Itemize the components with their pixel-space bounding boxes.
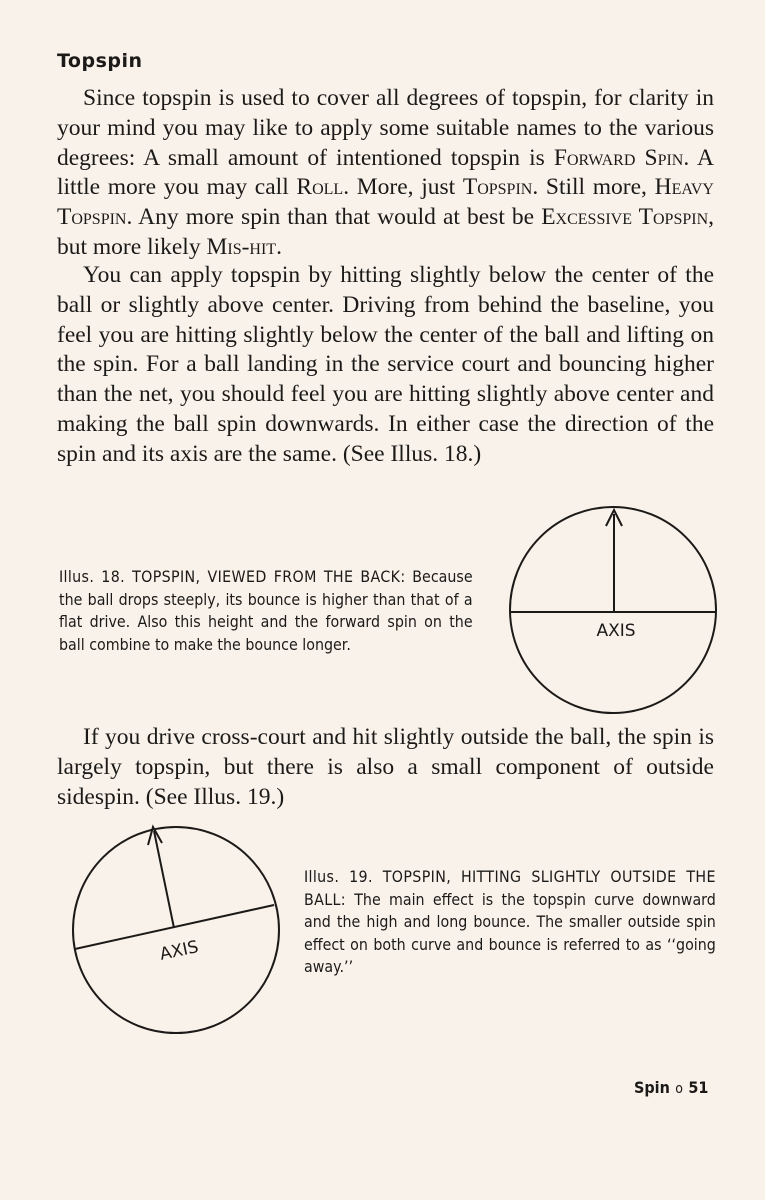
illus-18-diagram [505,502,721,718]
ball-circle [73,827,279,1033]
paragraph-cross-court: If you drive cross-court and hit slightly outside the ball, the spin is largely topspin, but there is also a small component of outside sidespin. (See Illus. 19.) [57,724,714,810]
small-caps-term: Excessive Topspin [541,204,709,231]
illus-18-caption [59,566,473,656]
illus-19-caption [304,866,716,979]
small-caps-term: Mis-hit [206,233,277,260]
illus-18-title: Illus. 18. TOPSPIN, VIEWED FROM THE BACK: [59,567,406,586]
paragraph-applying-topspin: You can apply topspin by hitting slightly below the center of the ball or slightly above center. Driving from behind the baseline, you feel you are hitting slightly below the center of the ball and lifting on the spin. For a ball landing in the service court and bouncing higher than the net, you should feel you are hitting slightly above center and making the ball spin downwards. In either case the direction of the spin and its axis are the same. (See Illus. 18.) [57,262,714,467]
axis-label: AXIS [158,937,201,965]
small-caps-term: Heavy Topspin [57,174,714,231]
running-section-title: Spin [634,1078,670,1097]
small-caps-term: Forward Spin [553,144,684,171]
small-caps-term: Topspin [462,174,533,201]
text-run: . Still more, [532,174,655,201]
text-run: . A little more you may call [57,144,714,201]
axis-label: AXIS [596,621,636,641]
text-run: . Any more spin than that would at best be [126,204,542,231]
page-footer [634,1078,708,1097]
illus-19-text: The main effect is the topspin curve downward and the high and long bounce. The smaller outside spin effect on both curve and bounce is referred to as ‘‘going away.’’ [304,889,716,977]
section-heading: Topspin [57,50,143,72]
illus-18-text: Because the ball drops steeply, its bounce is higher than that of a flat drive. Also this height and the forward spin on the ball combine to make the bounce longer. [59,567,473,654]
small-caps-term: Roll [296,174,344,201]
spin-arrow-shaft [154,831,174,928]
text-run: , but more likely [57,204,715,260]
text-run: . [276,233,282,260]
text-run: . More, just [343,174,463,201]
page-number: 51 [688,1078,709,1097]
illus-19-diagram [68,818,284,1038]
footer-separator: o [675,1081,683,1097]
illus-19-title: Illus. 19. TOPSPIN, HITTING SLIGHTLY OUTSIDE THE BALL: [304,867,716,909]
paragraph-topspin-names [57,84,714,263]
text-run: Since topspin is used to cover all degrees of topspin, for clarity in your mind you may like to apply some suitable names to the various degrees: A small amount of intentioned topspin is [57,85,714,171]
